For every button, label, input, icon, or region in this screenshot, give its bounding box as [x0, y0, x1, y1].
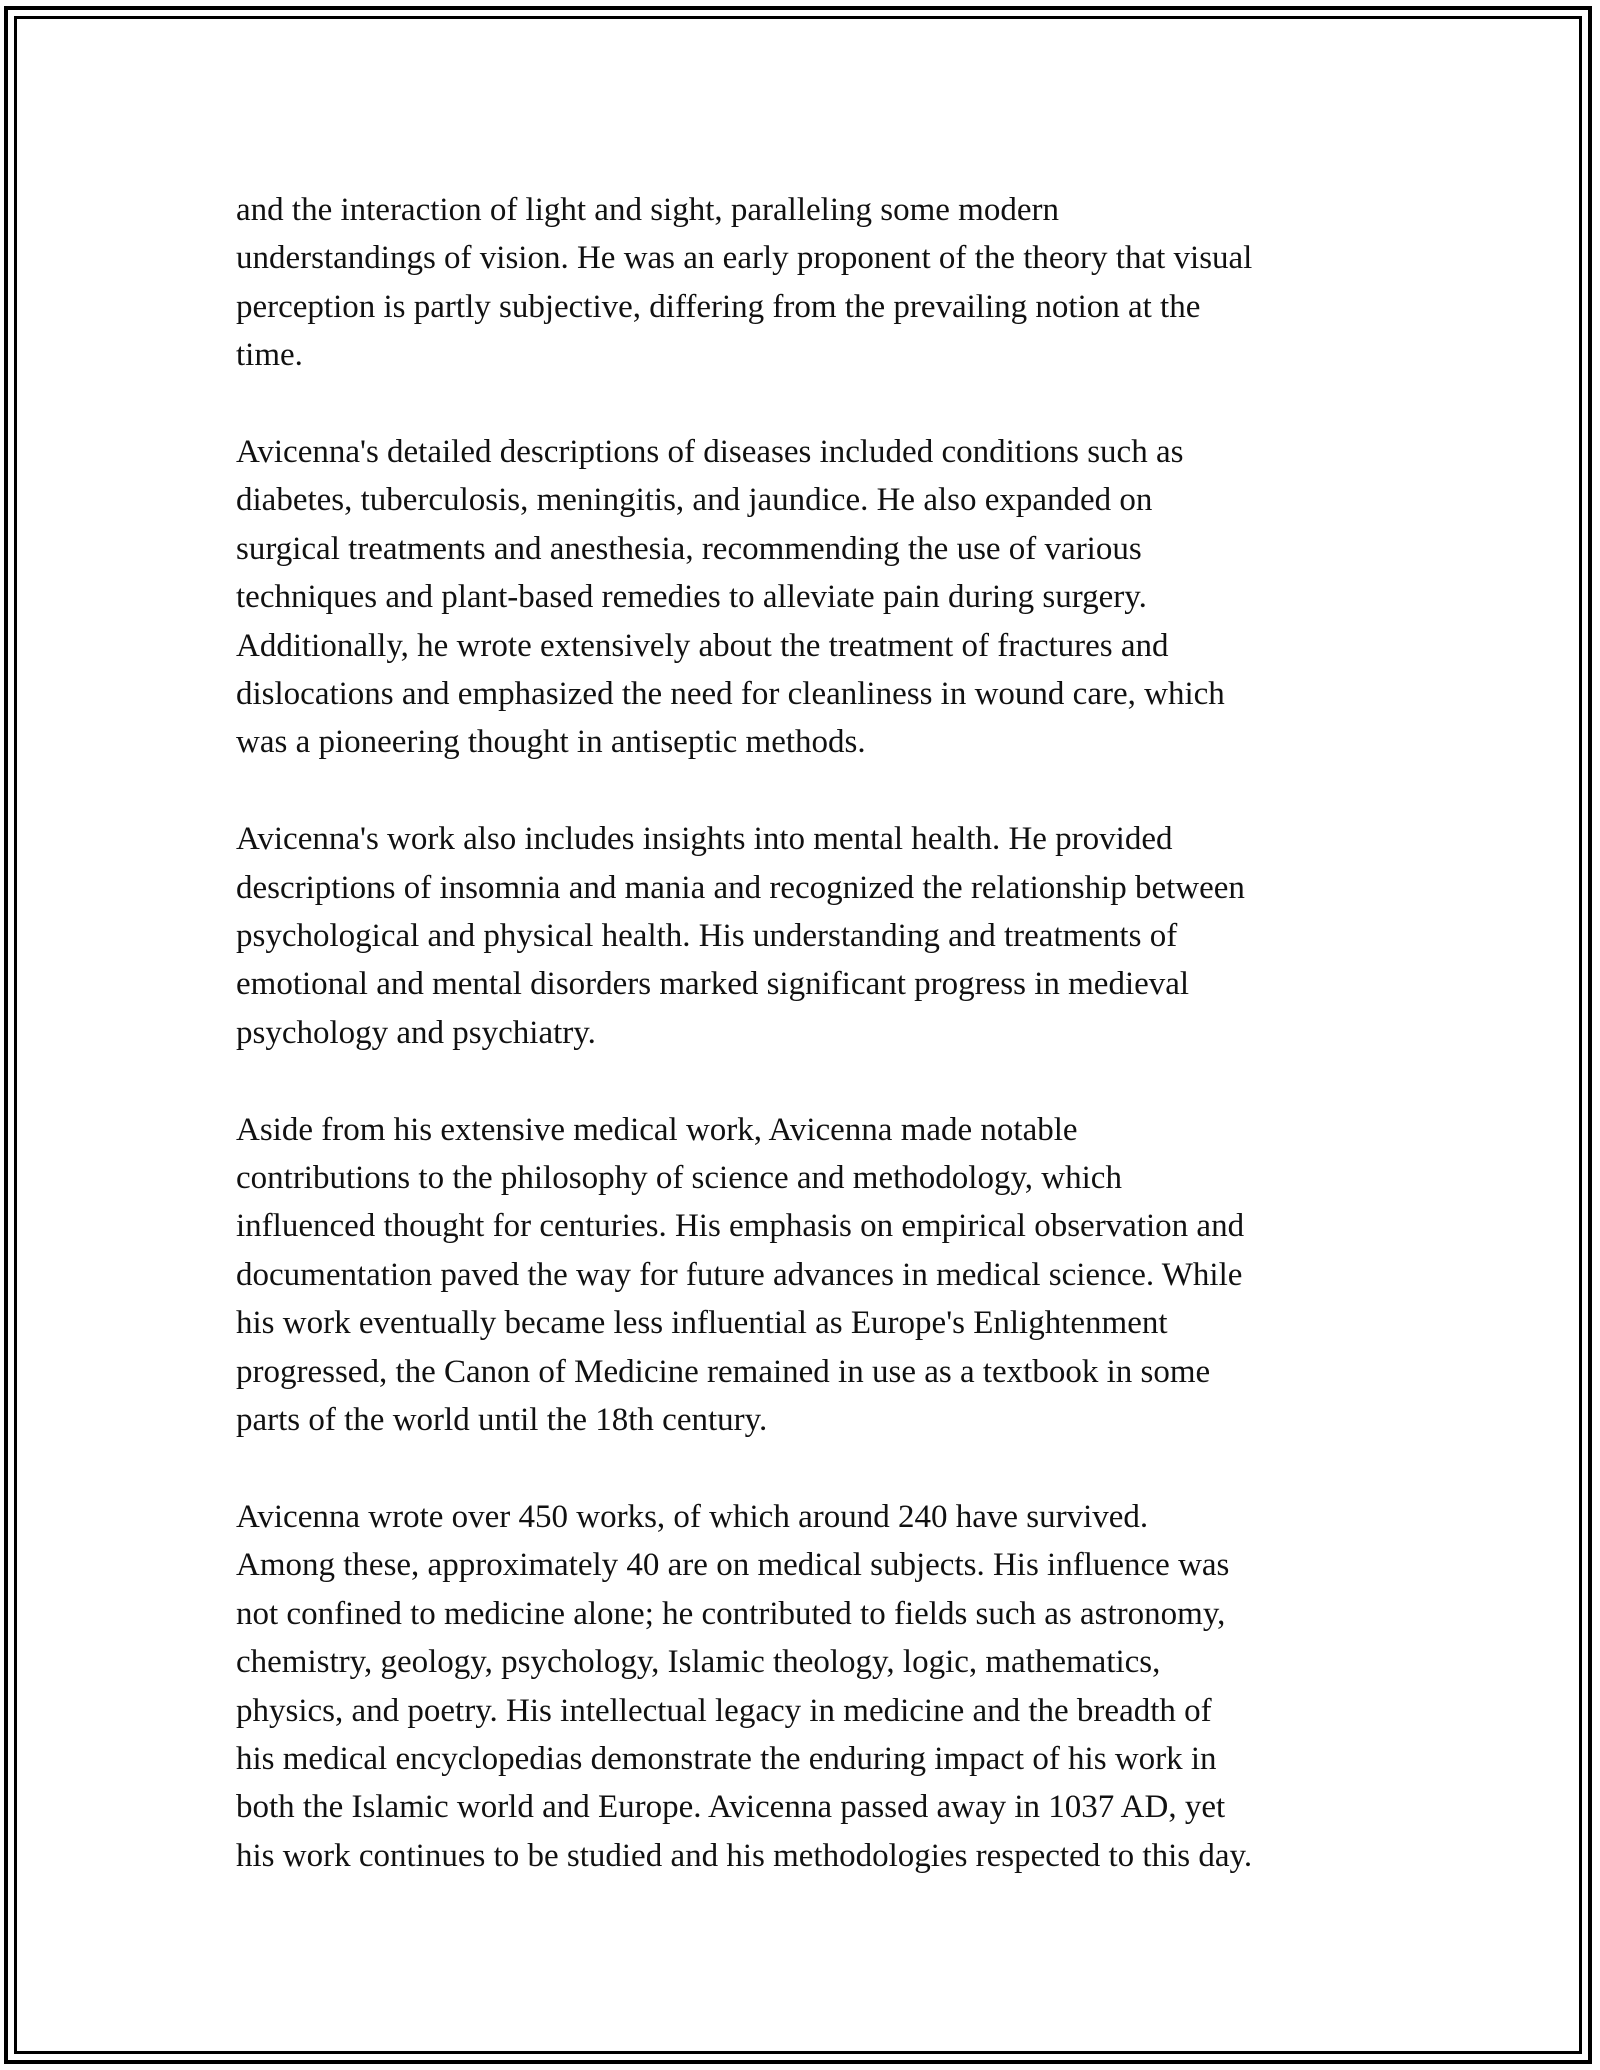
text-line: his work eventually became less influential as Europe's Enlightenment — [236, 1305, 1168, 1342]
text-line: time. — [236, 337, 303, 374]
text-line: and the interaction of light and sight, paralleling some modern — [236, 192, 1059, 228]
text-line: Avicenna's detailed descriptions of diseases included conditions such as — [236, 434, 1184, 471]
text-line: Avicenna's work also includes insights into mental health. He provided — [236, 821, 1173, 858]
text-line: techniques and plant-based remedies to alleviate pain during surgery. — [236, 579, 1147, 616]
paragraph-diseases — [236, 428, 1386, 767]
text-line: progressed, the Canon of Medicine remained in use as a textbook in some — [236, 1353, 1211, 1390]
paragraph-works — [236, 1493, 1386, 1880]
text-line: Aside from his extensive medical work, Avicenna made notable — [236, 1111, 1078, 1148]
text-line: not confined to medicine alone; he contributed to fields such as astronomy, — [236, 1595, 1226, 1632]
text-line: his medical encyclopedias demonstrate the enduring impact of his work in — [236, 1740, 1217, 1777]
text-line: perception is partly subjective, differing from the prevailing notion at the — [236, 288, 1201, 325]
text-line: physics, and poetry. His intellectual legacy in medicine and the breadth of — [236, 1692, 1212, 1729]
text-line: dislocations and emphasized the need for cleanliness in wound care, which — [236, 676, 1225, 713]
text-line: both the Islamic world and Europe. Avicenna passed away in 1037 AD, yet — [236, 1789, 1226, 1826]
text-line: parts of the world until the 18th century. — [236, 1402, 768, 1439]
text-line: his work continues to be studied and his methodologies respected to this day. — [236, 1837, 1253, 1874]
paragraph-philosophy — [236, 1106, 1386, 1445]
text-line: psychological and physical health. His understanding and treatments of — [236, 918, 1178, 955]
text-line: Among these, approximately 40 are on medical subjects. His influence was — [236, 1547, 1230, 1584]
text-line: Additionally, he wrote extensively about the treatment of fractures and — [236, 627, 1169, 664]
text-line: influenced thought for centuries. His emphasis on empirical observation and — [236, 1208, 1245, 1245]
text-line: emotional and mental disorders marked significant progress in medieval — [236, 966, 1190, 1003]
text-line: documentation paved the way for future advances in medical science. While — [236, 1256, 1243, 1293]
text-line: surgical treatments and anesthesia, recommending the use of various — [236, 530, 1142, 567]
paragraph-mental-health — [236, 815, 1386, 1057]
text-line: was a pioneering thought in antiseptic methods. — [236, 724, 866, 761]
document-body — [236, 186, 1386, 1880]
paragraph-vision — [236, 186, 1386, 380]
text-line: chemistry, geology, psychology, Islamic theology, logic, mathematics, — [236, 1644, 1161, 1681]
text-line: contributions to the philosophy of science and methodology, which — [236, 1160, 1122, 1197]
text-line: diabetes, tuberculosis, meningitis, and jaundice. He also expanded on — [236, 482, 1153, 519]
text-line: psychology and psychiatry. — [236, 1014, 596, 1051]
text-line: Avicenna wrote over 450 works, of which around 240 have survived. — [236, 1498, 1149, 1535]
text-line: descriptions of insomnia and mania and recognized the relationship between — [236, 869, 1245, 906]
text-line: understandings of vision. He was an early proponent of the theory that visual — [236, 240, 1253, 277]
